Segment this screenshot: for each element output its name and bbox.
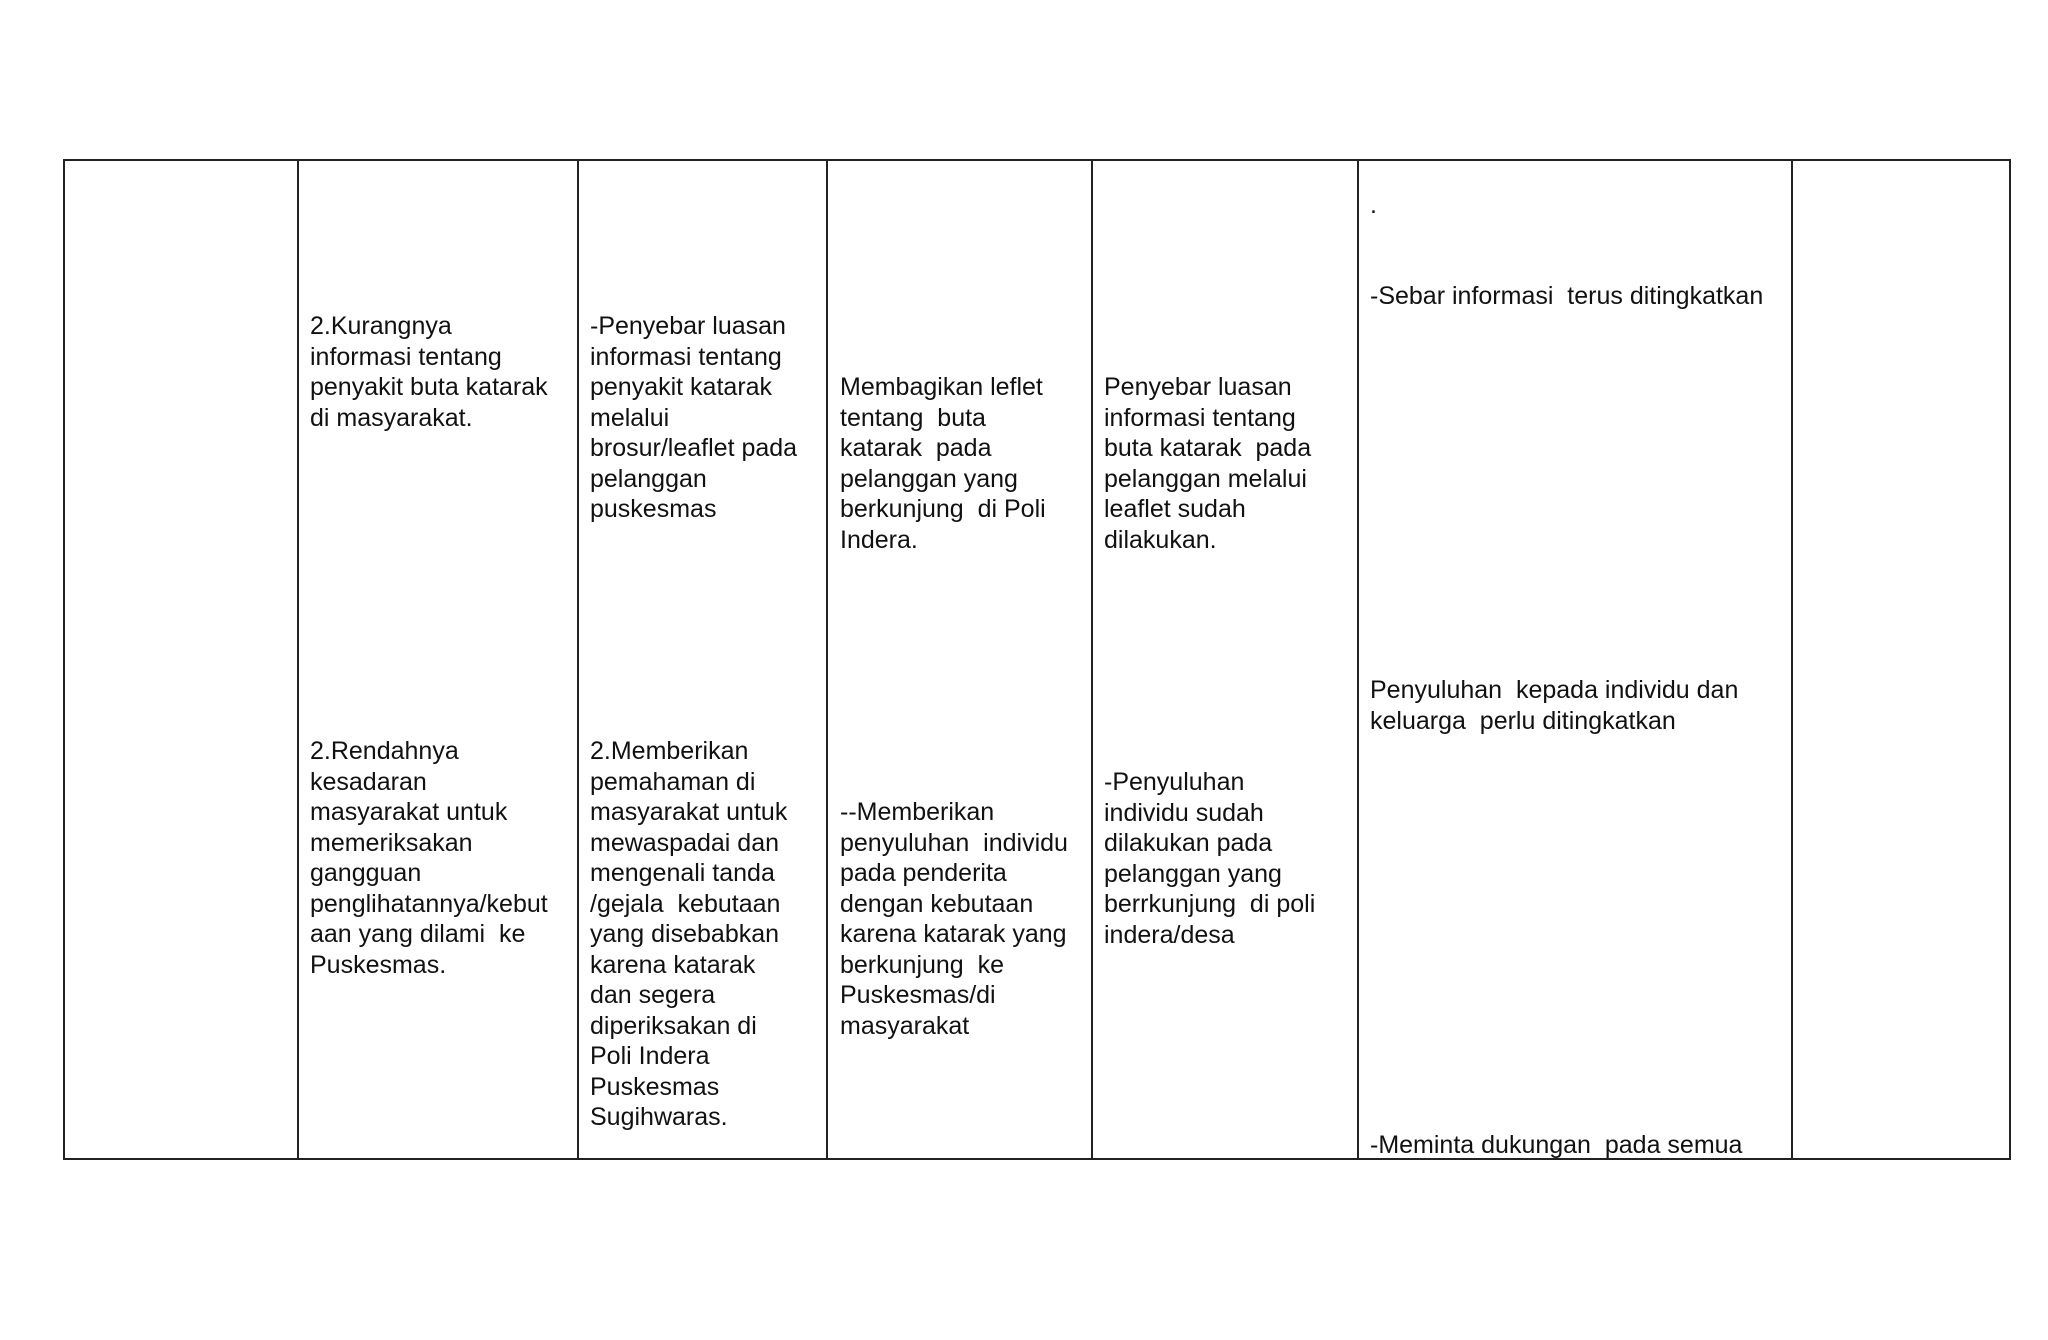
followup-cell-1: -Sebar informasi terus ditingkatkan <box>1370 282 1764 310</box>
column-divider <box>577 159 579 1160</box>
column-divider <box>826 159 828 1160</box>
column-divider <box>1091 159 1093 1160</box>
problem-cell-2: 2.Rendahnya kesadaran masyarakat untuk memeriksakan gangguan penglihatannya/kebut aan yang dilami ke Puskesmas. <box>310 737 548 979</box>
problem-cell-1: 2.Kurangnya informasi tentang penyakit buta katarak di masyarakat. <box>310 312 548 432</box>
action-cell-2: --Memberikan penyuluhan individu pada penderita dengan kebutaan karena katarak yang berkunjung ke Puskesmas/di masyarakat <box>840 798 1068 1040</box>
followup-cell-2: Penyuluhan kepada individu dan keluarga perlu ditingkatkan <box>1370 676 1739 735</box>
plan-cell-2: 2.Memberikan pemahaman di masyarakat untuk mewaspadai dan mengenali tanda /gejala kebutaan yang disebabkan karena katarak dan segera diperiksakan di Poli Indera Puskesmas Sugihwaras. <box>590 737 788 1131</box>
result-cell-2: -Penyuluhan individu sudah dilakukan pada pelanggan yang berrkunjung di poli indera/desa <box>1104 768 1316 949</box>
followup-cell-2-continued: -Meminta dukungan pada semua <box>1370 1131 1743 1159</box>
column-divider <box>1357 159 1359 1160</box>
action-cell-1: Membagikan leflet tentang buta katarak pada pelanggan yang berkunjung di Poli Indera. <box>840 373 1046 554</box>
plan-cell-1: -Penyebar luasan informasi tentang penyakit katarak melalui brosur/leaflet pada pelanggan puskesmas <box>590 312 798 523</box>
result-cell-1: Penyebar luasan informasi tentang buta katarak pada pelanggan melalui leaflet sudah dilakukan. <box>1104 373 1312 554</box>
column-divider <box>297 159 299 1160</box>
column-divider <box>1791 159 1793 1160</box>
followup-dot: . <box>1370 191 1377 219</box>
